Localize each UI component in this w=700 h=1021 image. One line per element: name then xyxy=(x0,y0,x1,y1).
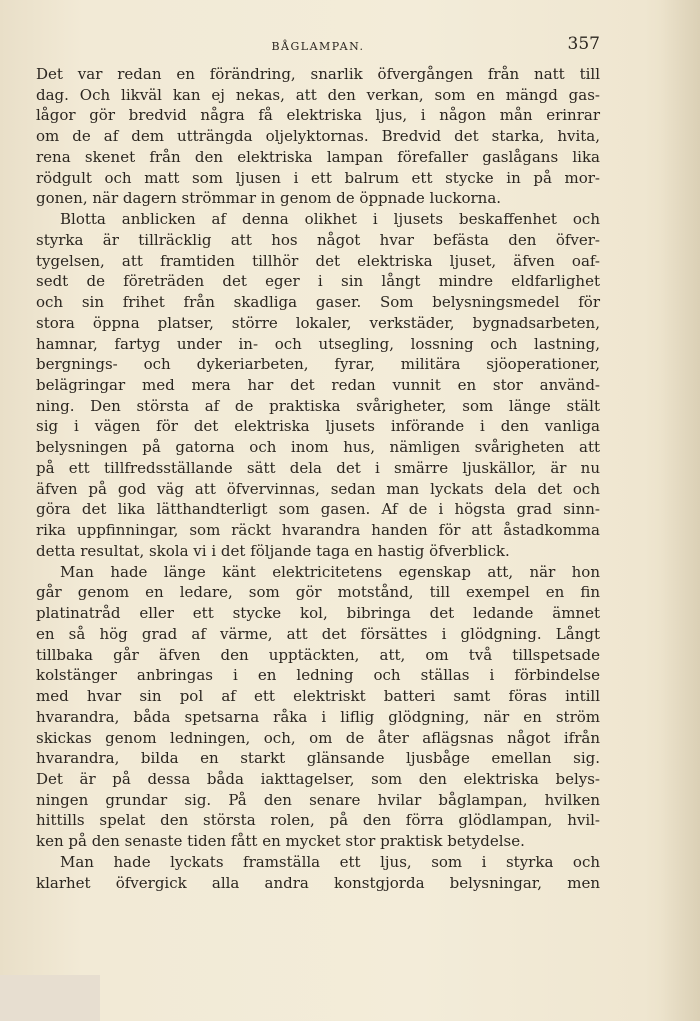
text-line: platinatråd eller ett stycke kol, bibringa det ledande ämnet xyxy=(36,604,600,623)
text-line: bergnings- och dykeriarbeten, fyrar, militära sjöoperationer, xyxy=(36,355,600,374)
text-line: detta resultat, skola vi i det följande taga en hastig öfverblick. xyxy=(36,541,510,560)
paragraph xyxy=(36,852,600,893)
text-line: klarhet öfvergick alla andra konstgjorda belysningar, men xyxy=(36,873,600,892)
text-line: Man hade lyckats framställa ett ljus, som i styrka och xyxy=(60,852,600,871)
text-line: belägringar med mera har det redan vunnit en stor använd- xyxy=(36,376,600,395)
text-line: hittills spelat den största rolen, på den förra glödlampan, hvil- xyxy=(36,811,600,830)
page-corner-patch xyxy=(0,975,100,1021)
text-line: göra det lika lätthandterligt som gasen. Af de i högsta grad sinn- xyxy=(36,500,600,519)
text-line: dag. Och likväl kan ej nekas, att den verkan, som en mängd gas- xyxy=(36,85,600,104)
text-line: sig i vägen för det elektriska ljusets införande i den vanliga xyxy=(36,417,600,436)
running-title: BÅGLAMPAN. xyxy=(271,40,365,53)
running-header xyxy=(36,34,600,58)
text-line: och sin frihet från skadliga gaser. Som belysningsmedel för xyxy=(36,293,600,312)
text-line: på ett tillfredsställande sätt dela det i smärre ljuskällor, är nu xyxy=(36,458,600,477)
text-line: en så hög grad af värme, att det försättes i glödgning. Långt xyxy=(36,624,600,643)
body-text xyxy=(36,64,600,893)
page-edge-shadow xyxy=(660,0,700,1021)
text-line: belysningen på gatorna och inom hus, nämligen svårigheten att xyxy=(36,438,600,457)
text-line: ken på den senaste tiden fått en mycket stor praktisk betydelse. xyxy=(36,832,525,851)
text-line: går genom en ledare, som gör motstånd, till exempel en fin xyxy=(36,583,600,602)
text-line: sedt de företräden det eger i sin långt mindre eldfarlighet xyxy=(36,272,600,291)
text-line: Det är på dessa båda iakttagelser, som den elektriska belys- xyxy=(36,769,600,788)
text-line: lågor gör bredvid några få elektriska ljus, i någon mån erinrar xyxy=(36,106,600,125)
text-line: tillbaka går äfven den upptäckten, att, om två tillspetsade xyxy=(36,645,600,664)
text-line: tygelsen, att framtiden tillhör det elektriska ljuset, äfven oaf- xyxy=(36,251,600,270)
text-line: ningen grundar sig. På den senare hvilar båglampan, hvilken xyxy=(36,790,600,809)
text-line: äfven på god väg att öfvervinnas, sedan man lyckats dela det och xyxy=(36,479,600,498)
text-line: hvarandra, båda spetsarna råka i liflig glödgning, när en ström xyxy=(36,707,600,726)
text-line: om de af dem utträngda oljelyktornas. Bredvid det starka, hvita, xyxy=(36,127,600,146)
paragraphs xyxy=(36,64,600,893)
text-line: hamnar, fartyg under in- och utsegling, lossning och lastning, xyxy=(36,334,600,353)
text-line: ning. Den största af de praktiska svårigheter, som länge stält xyxy=(36,396,600,415)
text-line: kolstänger anbringas i en ledning och ställas i förbindelse xyxy=(36,666,600,685)
text-line: styrka är tillräcklig att hos något hvar befästa den öfver- xyxy=(36,230,600,249)
text-line: Man hade länge känt elektricitetens egenskap att, när hon xyxy=(60,562,600,581)
page-number: 357 xyxy=(567,34,600,54)
text-line: med hvar sin pol af ett elektriskt batteri samt föras intill xyxy=(36,687,600,706)
paragraph xyxy=(36,562,600,852)
text-line: stora öppna platser, större lokaler, verkstäder, bygnadsarbeten, xyxy=(36,313,600,332)
text-line: skickas genom ledningen, och, om de åter aflägsnas något ifrån xyxy=(36,728,600,747)
text-line: rika uppfinningar, som räckt hvarandra handen för att åstadkomma xyxy=(36,521,600,540)
text-line: rödgult och matt som ljusen i ett balrum ett stycke in på mor- xyxy=(36,168,600,187)
text-line: gonen, när dagern strömmar in genom de öppnade luckorna. xyxy=(36,189,502,208)
text-line: rena skenet från den elektriska lampan förefaller gaslågans lika xyxy=(36,147,600,166)
paragraph xyxy=(36,209,600,561)
paragraph xyxy=(36,64,600,209)
text-line: hvarandra, bilda en starkt glänsande ljusbåge emellan sig. xyxy=(36,749,600,768)
text-line: Blotta anblicken af denna olikhet i ljusets beskaffenhet och xyxy=(60,210,600,229)
text-line: Det var redan en förändring, snarlik öfvergången från natt till xyxy=(36,65,600,83)
